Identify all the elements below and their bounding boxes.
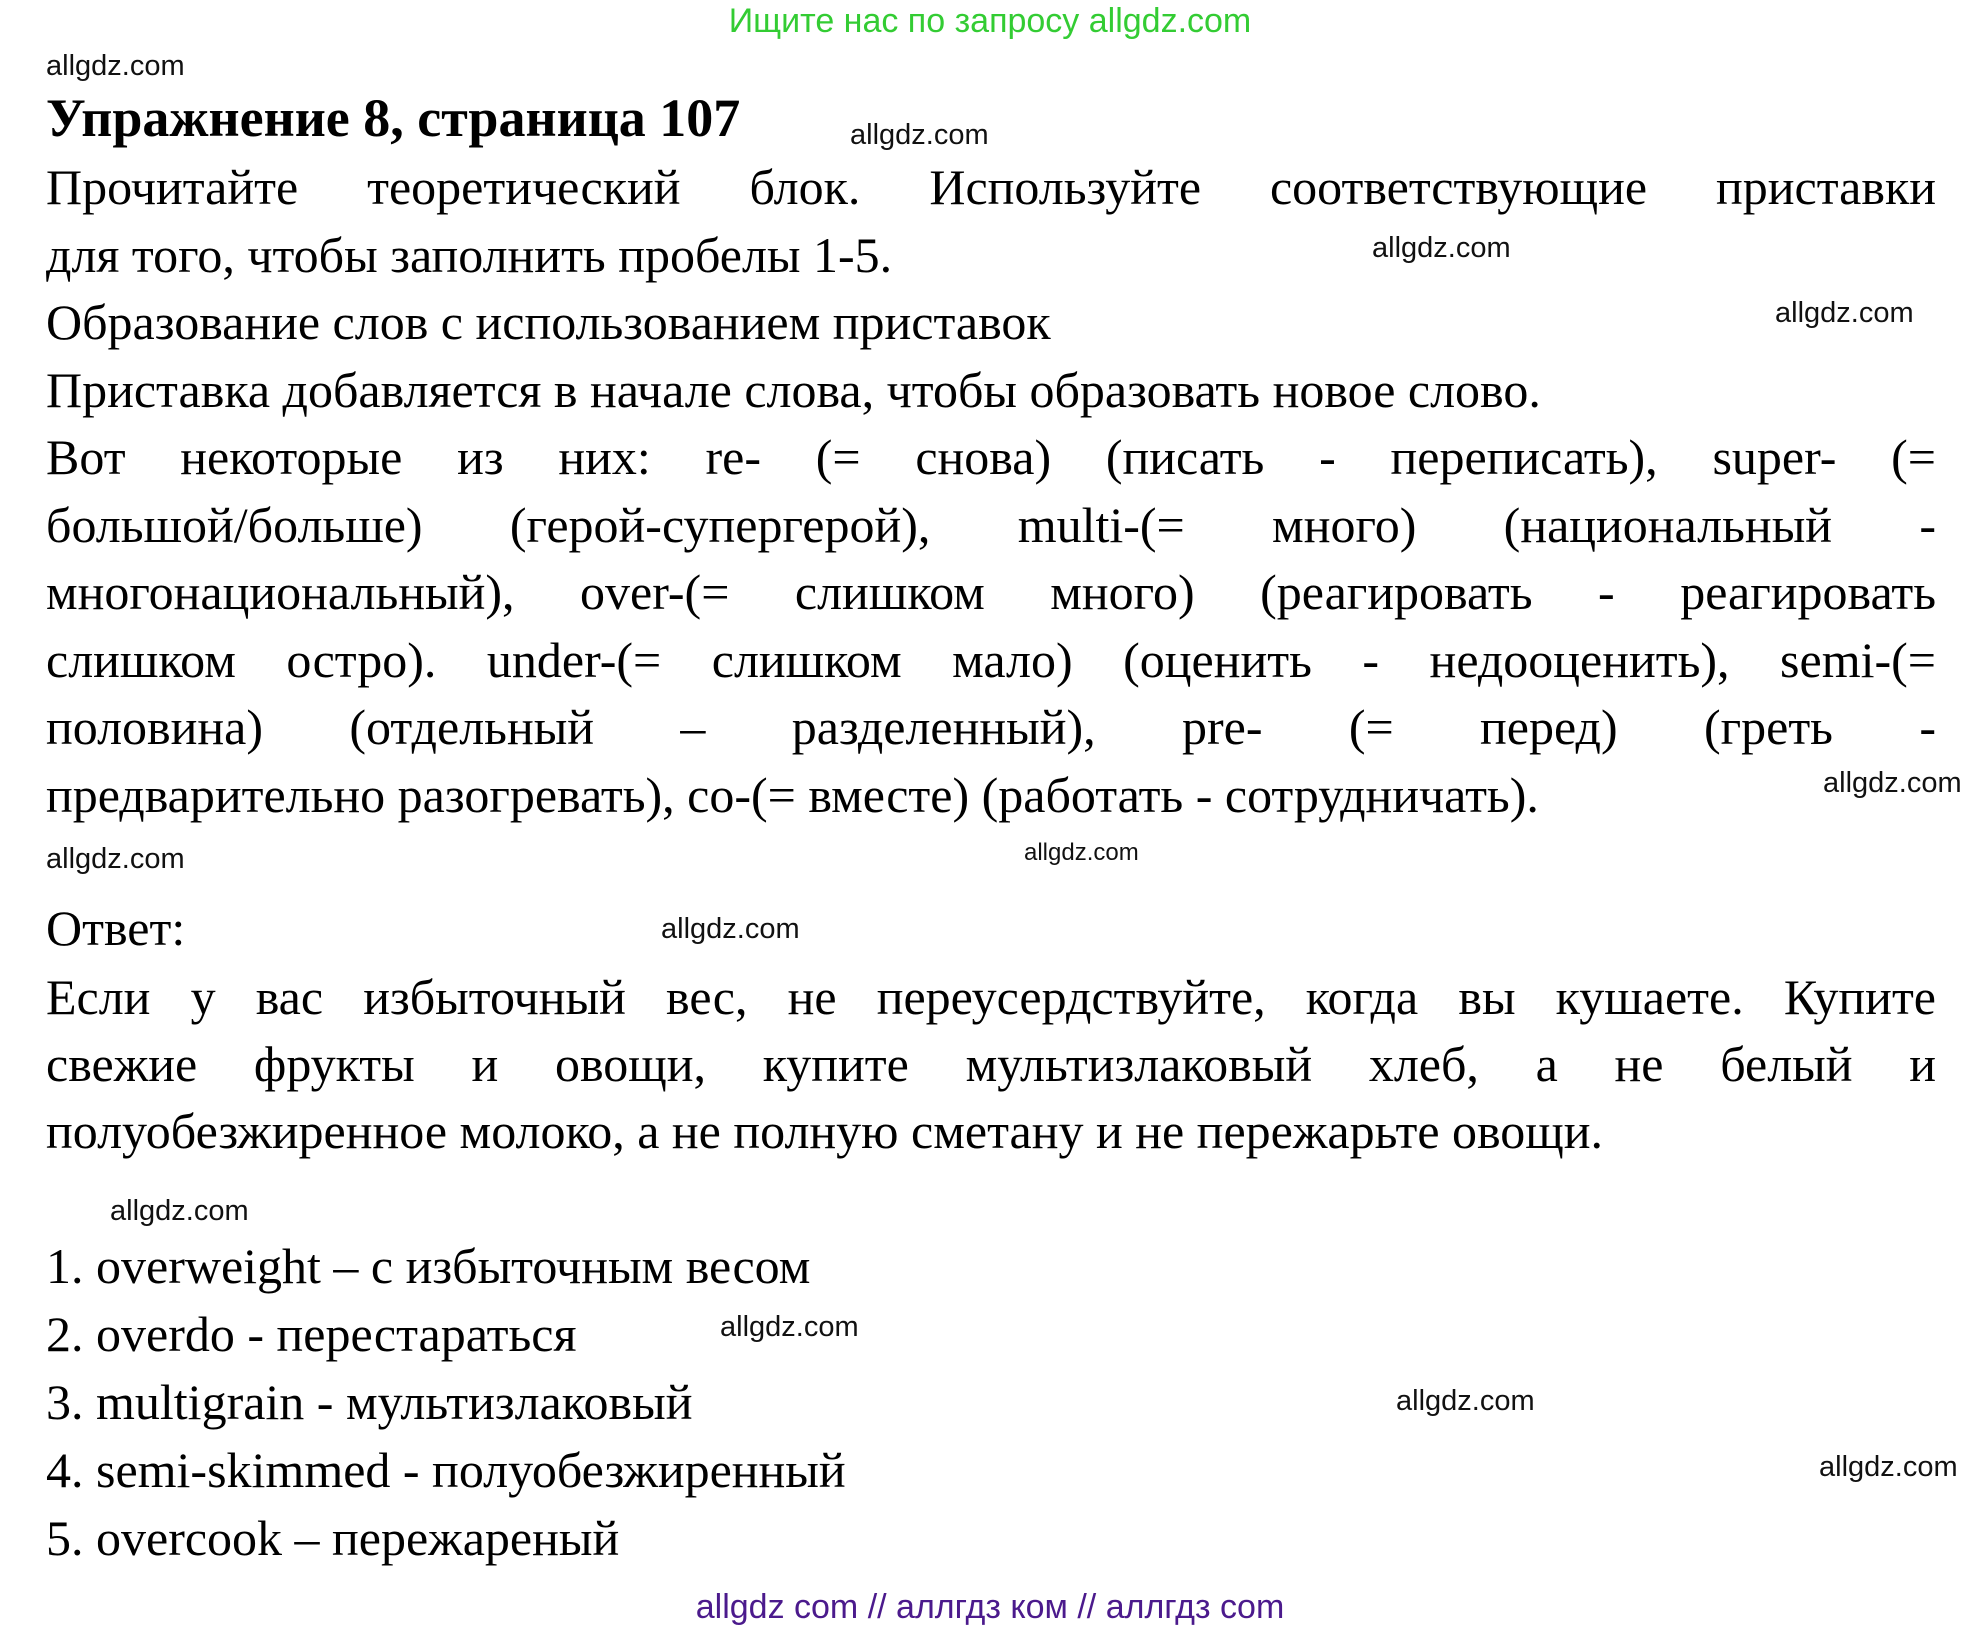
task-line: предварительно разогревать), co-(= вместе) (работать - сотрудничать). (46, 767, 1539, 823)
footer-banner[interactable]: allgdz com // аллгдз ком // аллгдз com (695, 1588, 1285, 1626)
watermark: allgdz.com (1819, 1451, 1958, 1483)
task-line: большой/больше) (герой-супергерой), multi-(= много) (национальный - (46, 497, 1936, 553)
task-line: для того, чтобы заполнить пробелы 1-5. (46, 227, 893, 283)
task-line: половина) (отдельный – разделенный), pre- (= перед) (греть - (46, 699, 1936, 755)
task-line: Образование слов с использованием приставок (46, 294, 1051, 350)
watermark: allgdz.com (720, 1311, 859, 1343)
vocab-item: 2. overdo - перестараться (46, 1306, 577, 1362)
answer-line: Если у вас избыточный вес, не переусердствуйте, когда вы кушаете. Купите (46, 969, 1936, 1025)
task-line: Приставка добавляется в начале слова, чтобы образовать новое слово. (46, 362, 1541, 418)
answer-line: свежие фрукты и овощи, купите мультизлаковый хлеб, а не белый и (46, 1036, 1936, 1092)
page-title: Упражнение 8, страница 107 (46, 88, 741, 148)
watermark: allgdz.com (110, 1195, 249, 1227)
watermark: allgdz.com (46, 843, 185, 875)
watermark: allgdz.com (661, 913, 800, 945)
watermark: allgdz.com (1024, 839, 1139, 866)
header-banner[interactable]: Ищите нас по запросу allgdz.com (728, 2, 1252, 40)
vocab-item: 4. semi-skimmed - полуобезжиренный (46, 1442, 846, 1498)
answer-line: полуобезжиренное молоко, а не полную сметану и не пережарьте овощи. (46, 1103, 1604, 1159)
task-line: многонациональный), over-(= слишком много) (реагировать - реагировать (46, 564, 1936, 620)
watermark: allgdz.com (1775, 297, 1914, 329)
watermark: allgdz.com (850, 119, 989, 151)
answer-label: Ответ: (46, 900, 186, 956)
watermark: allgdz.com (1396, 1385, 1535, 1417)
vocab-item: 3. multigrain - мультизлаковый (46, 1374, 693, 1430)
vocab-item: 1. overweight – с избыточным весом (46, 1238, 811, 1294)
watermark: allgdz.com (46, 50, 185, 82)
watermark: allgdz.com (1823, 767, 1962, 799)
task-line: Вот некоторые из них: re- (= снова) (писать - переписать), super- (= (46, 429, 1936, 485)
vocab-item: 5. overcook – пережареный (46, 1510, 620, 1566)
watermark: allgdz.com (1372, 232, 1511, 264)
task-line: Прочитайте теоретический блок. Используйте соответствующие приставки (46, 159, 1936, 215)
task-line: слишком остро). under-(= слишком мало) (оценить - недооценить), semi-(= (46, 632, 1936, 688)
